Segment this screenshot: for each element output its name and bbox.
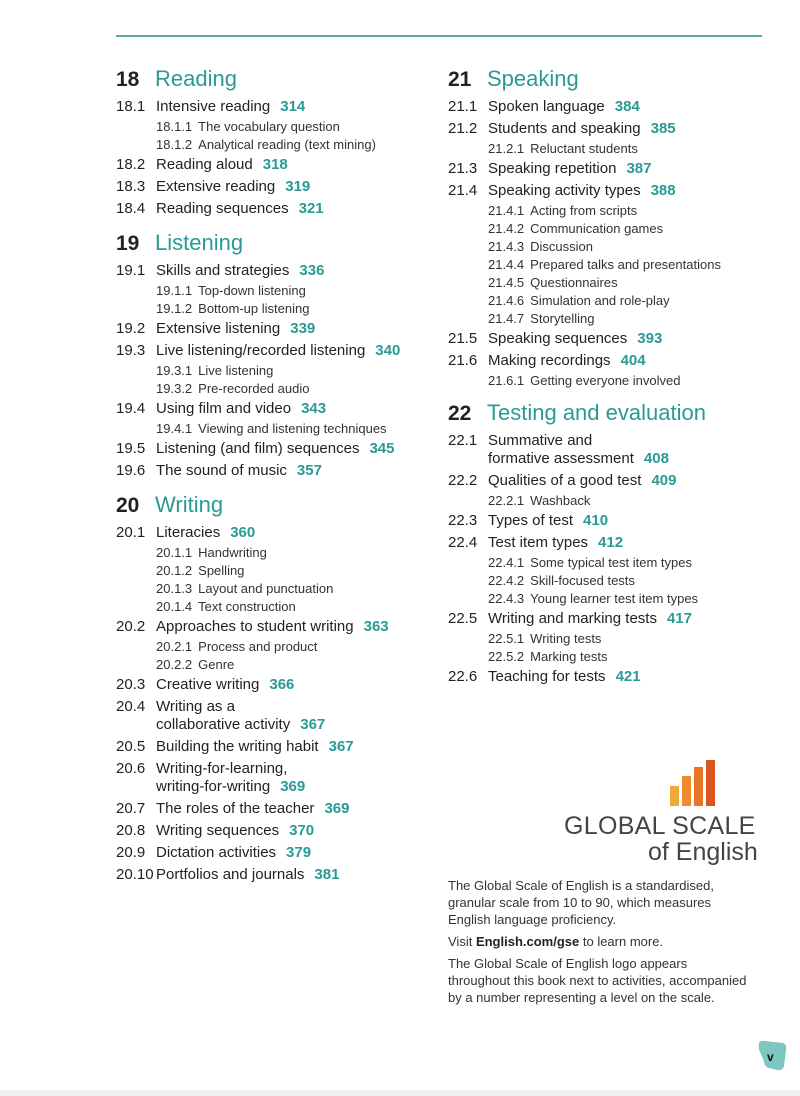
toc-subentry	[116, 638, 436, 656]
subsection-number: 21.4.3	[488, 239, 525, 254]
subsection-label: Communication games	[530, 221, 664, 236]
subsection-label: Skill-focused tests	[530, 573, 635, 588]
section-label-continued: writing-for-writing	[156, 778, 271, 795]
subsection-number: 21.4.7	[488, 311, 525, 326]
subsection-label: Handwriting	[198, 545, 267, 560]
section-label-continued: collaborative activity	[156, 716, 291, 733]
toc-subentry	[116, 580, 436, 598]
subsection-number: 21.4.4	[488, 257, 525, 272]
chapter-gap	[116, 482, 436, 492]
section-page: 360	[230, 524, 256, 541]
section-number: 22.5	[448, 610, 478, 627]
section-number: 19.2	[116, 320, 146, 337]
section-number: 21.2	[448, 120, 478, 137]
section-number: 18.1	[116, 98, 146, 115]
toc-entry	[116, 674, 436, 696]
section-label: Speaking sequences	[488, 330, 628, 347]
toc-entry	[116, 798, 436, 820]
subsection-label: Questionnaires	[530, 275, 618, 290]
toc-subentry	[448, 630, 768, 648]
section-page: 412	[598, 534, 624, 551]
section-label: Creative writing	[156, 676, 260, 693]
section-label: Approaches to student writing	[156, 618, 354, 635]
section-number: 20.5	[116, 738, 146, 755]
section-number: 19.1	[116, 262, 146, 279]
gse-logo-line2: of English	[648, 838, 758, 866]
toc-subentry	[448, 372, 768, 390]
subsection-label: Process and product	[198, 639, 318, 654]
subsection-label: Bottom-up listening	[198, 301, 310, 316]
chapter-number: 22	[448, 402, 472, 425]
subsection-label: Pre-recorded audio	[198, 381, 310, 396]
toc-subentry	[116, 420, 436, 438]
section-label: Students and speaking	[488, 120, 641, 137]
section-page: 345	[369, 440, 395, 457]
subsection-label: Washback	[530, 493, 591, 508]
subsection-label: Analytical reading (text mining)	[198, 137, 376, 152]
toc-subentry	[448, 572, 768, 590]
toc-subentry	[448, 554, 768, 572]
toc-entry	[116, 736, 436, 758]
toc-subentry	[448, 238, 768, 256]
section-number: 19.4	[116, 400, 146, 417]
toc-entry	[116, 96, 436, 118]
subsection-number: 21.4.1	[488, 203, 525, 218]
section-page: 336	[299, 262, 325, 279]
page-number-tab	[757, 1040, 787, 1072]
section-label: Building the writing habit	[156, 738, 319, 755]
section-number: 20.9	[116, 844, 146, 861]
subsection-number: 20.2.2	[156, 657, 193, 672]
subsection-number: 21.2.1	[488, 141, 525, 156]
subsection-number: 18.1.2	[156, 137, 193, 152]
toc-entry	[116, 198, 436, 220]
toc-entry	[448, 158, 768, 180]
toc-left-column	[116, 66, 436, 886]
section-label: Skills and strategies	[156, 262, 290, 279]
section-label: The sound of music	[156, 462, 287, 479]
section-number: 22.4	[448, 534, 478, 551]
section-number: 21.5	[448, 330, 478, 347]
section-number: 19.5	[116, 440, 146, 457]
section-page: 369	[280, 778, 306, 795]
toc-entry	[448, 96, 768, 118]
subsection-number: 19.4.1	[156, 421, 193, 436]
bottom-strip	[0, 1090, 800, 1096]
chapter-heading	[116, 230, 436, 260]
section-label: Intensive reading	[156, 98, 271, 115]
section-label: Making recordings	[488, 352, 611, 369]
section-label: Writing sequences	[156, 822, 280, 839]
section-number: 20.7	[116, 800, 146, 817]
toc-subentry	[116, 300, 436, 318]
toc-entry	[116, 154, 436, 176]
gse-logo	[560, 760, 760, 870]
gse-bars-icon	[670, 760, 720, 810]
subsection-number: 22.5.2	[488, 649, 525, 664]
section-label: Qualities of a good test	[488, 472, 642, 489]
section-number: 22.6	[448, 668, 478, 685]
section-page: 409	[651, 472, 677, 489]
chapter-title: Speaking	[487, 66, 579, 91]
section-number: 20.1	[116, 524, 146, 541]
section-page: 404	[620, 352, 646, 369]
toc-entry	[448, 510, 768, 532]
toc-entry	[116, 260, 436, 282]
toc-entry	[116, 340, 436, 362]
subsection-number: 20.2.1	[156, 639, 193, 654]
toc-subentry	[116, 598, 436, 616]
toc-subentry	[448, 648, 768, 666]
toc-entry	[116, 176, 436, 198]
toc-entry	[448, 532, 768, 554]
toc-subentry	[448, 202, 768, 220]
subsection-label: Live listening	[198, 363, 274, 378]
section-page: 357	[296, 462, 322, 479]
subsection-number: 18.1.1	[156, 119, 193, 134]
section-number: 20.10	[116, 866, 154, 883]
section-page: 314	[280, 98, 306, 115]
subsection-number: 19.3.1	[156, 363, 193, 378]
chapter-number: 21	[448, 68, 472, 91]
section-label: Writing-for-learning,	[156, 760, 288, 777]
subsection-label: Storytelling	[530, 311, 595, 326]
toc-entry	[116, 460, 436, 482]
subsection-number: 19.1.1	[156, 283, 193, 298]
chapter-title: Writing	[155, 492, 224, 517]
section-label: Speaking activity types	[488, 182, 641, 199]
section-label: Listening (and film) sequences	[156, 440, 360, 457]
subsection-label: Viewing and listening techniques	[198, 421, 387, 436]
toc-entry	[116, 318, 436, 340]
subsection-number: 22.4.2	[488, 573, 525, 588]
toc-entry	[116, 820, 436, 842]
subsection-number: 21.4.2	[488, 221, 525, 236]
section-page: 410	[583, 512, 609, 529]
toc-subentry	[116, 136, 436, 154]
toc-entry	[116, 696, 436, 736]
section-number: 21.3	[448, 160, 478, 177]
chapter-heading	[448, 400, 768, 430]
section-page: 339	[290, 320, 316, 337]
subsection-label: Text construction	[198, 599, 296, 614]
gse-logo-note: The Global Scale of English logo appears throughout this book next to activities, accompanied by a number representing a level on the scale.	[448, 956, 747, 1005]
section-page: 367	[300, 716, 326, 733]
section-page: 421	[615, 668, 641, 685]
subsection-label: Young learner test item types	[530, 591, 699, 606]
toc-subentry	[448, 274, 768, 292]
section-label: Reading aloud	[156, 156, 253, 173]
subsection-number: 20.1.3	[156, 581, 193, 596]
toc-entry	[448, 666, 768, 688]
subsection-label: Layout and punctuation	[198, 581, 334, 596]
section-label: Summative and	[488, 432, 593, 449]
section-page: 343	[301, 400, 327, 417]
subsection-label: Discussion	[530, 239, 594, 254]
section-page: 385	[650, 120, 676, 137]
subsection-label: Writing tests	[530, 631, 602, 646]
toc-subentry	[116, 656, 436, 674]
toc-subentry	[116, 362, 436, 380]
subsection-number: 22.5.1	[488, 631, 525, 646]
gse-logo-line1: GLOBAL SCALE	[564, 812, 756, 840]
section-label: Spoken language	[488, 98, 605, 115]
section-page: 393	[637, 330, 663, 347]
section-page: 318	[262, 156, 288, 173]
subsection-label: Top-down listening	[198, 283, 306, 298]
page-number: v	[767, 1050, 774, 1064]
section-number: 22.3	[448, 512, 478, 529]
section-number: 18.4	[116, 200, 146, 217]
subsection-label: Reluctant students	[530, 141, 638, 156]
toc-entry	[448, 328, 768, 350]
toc-subentry	[448, 590, 768, 608]
section-label: Writing and marking tests	[488, 610, 657, 627]
subsection-label: Getting everyone involved	[530, 373, 681, 388]
section-page: 417	[666, 610, 692, 627]
section-page: 321	[298, 200, 324, 217]
section-number: 20.6	[116, 760, 146, 777]
subsection-label: Simulation and role-play	[530, 293, 670, 308]
toc-entry	[116, 438, 436, 460]
section-page: 408	[643, 450, 669, 467]
section-page: 369	[324, 800, 350, 817]
subsection-number: 22.4.3	[488, 591, 525, 606]
chapter-number: 20	[116, 494, 140, 517]
section-label: Extensive listening	[156, 320, 281, 337]
chapter-heading	[116, 66, 436, 96]
section-label-continued: formative assessment	[488, 450, 634, 467]
toc-right-column	[448, 66, 768, 688]
gse-description: The Global Scale of English is a standardised, granular scale from 10 to 90, which measures English language proficiency.	[448, 878, 714, 927]
section-number: 18.2	[116, 156, 146, 173]
section-page: 387	[626, 160, 652, 177]
section-number: 21.4	[448, 182, 478, 199]
chapter-heading	[448, 66, 768, 96]
section-page: 363	[363, 618, 389, 635]
toc-entry	[448, 430, 768, 470]
subsection-label: The vocabulary question	[198, 119, 340, 134]
section-page: 370	[289, 822, 315, 839]
chapter-heading	[116, 492, 436, 522]
section-page: 319	[285, 178, 311, 195]
toc-entry	[116, 616, 436, 638]
subsection-label: Acting from scripts	[530, 203, 638, 218]
section-number: 21.1	[448, 98, 478, 115]
section-label: Teaching for tests	[488, 668, 606, 685]
chapter-gap	[448, 390, 768, 400]
subsection-number: 22.4.1	[488, 555, 525, 570]
subsection-number: 21.6.1	[488, 373, 525, 388]
section-label: Extensive reading	[156, 178, 276, 195]
section-label: The roles of the teacher	[156, 800, 315, 817]
subsection-label: Marking tests	[530, 649, 608, 664]
toc-subentry	[448, 256, 768, 274]
subsection-number: 21.4.6	[488, 293, 525, 308]
subsection-number: 22.2.1	[488, 493, 525, 508]
section-label: Dictation activities	[156, 844, 277, 861]
chapter-title: Listening	[155, 230, 244, 255]
section-page: 366	[269, 676, 295, 693]
section-number: 21.6	[448, 352, 478, 369]
toc-subentry	[448, 220, 768, 238]
toc-subentry	[448, 310, 768, 328]
gse-visit-prefix: Visit	[448, 934, 476, 949]
section-label: Speaking repetition	[488, 160, 617, 177]
toc-subentry	[116, 118, 436, 136]
toc-entry	[116, 842, 436, 864]
subsection-number: 20.1.4	[156, 599, 193, 614]
subsection-number: 20.1.1	[156, 545, 193, 560]
section-number: 20.4	[116, 698, 146, 715]
toc-subentry	[448, 292, 768, 310]
section-page: 367	[328, 738, 354, 755]
toc-entry	[116, 864, 436, 886]
subsection-label: Genre	[198, 657, 235, 672]
section-page: 381	[314, 866, 340, 883]
subsection-number: 21.4.5	[488, 275, 525, 290]
section-label: Using film and video	[156, 400, 292, 417]
section-number: 19.3	[116, 342, 146, 359]
subsection-number: 20.1.2	[156, 563, 193, 578]
toc-subentry	[116, 562, 436, 580]
subsection-number: 19.3.2	[156, 381, 193, 396]
toc-entry	[448, 180, 768, 202]
toc-entry	[448, 470, 768, 492]
section-page: 384	[614, 98, 640, 115]
subsection-label: Prepared talks and presentations	[530, 257, 721, 272]
section-number: 20.2	[116, 618, 146, 635]
section-label: Live listening/recorded listening	[156, 342, 366, 359]
chapter-title: Reading	[155, 66, 237, 91]
section-page: 340	[375, 342, 401, 359]
toc-entry	[448, 608, 768, 630]
gse-visit-text	[448, 933, 748, 950]
toc-entry	[448, 350, 768, 372]
top-rule	[116, 35, 762, 37]
section-number: 20.8	[116, 822, 146, 839]
subsection-number: 19.1.2	[156, 301, 193, 316]
section-number: 18.3	[116, 178, 146, 195]
subsection-label: Some typical test item types	[530, 555, 692, 570]
section-label: Types of test	[488, 512, 574, 529]
toc-entry	[116, 758, 436, 798]
chapter-number: 18	[116, 68, 140, 91]
section-label: Reading sequences	[156, 200, 289, 217]
section-number: 22.2	[448, 472, 478, 489]
section-label: Test item types	[488, 534, 589, 551]
section-number: 19.6	[116, 462, 146, 479]
gse-visit-suffix: to learn more.	[579, 934, 664, 949]
toc-entry	[116, 398, 436, 420]
section-label: Portfolios and journals	[156, 866, 305, 883]
toc-subentry	[116, 544, 436, 562]
toc-subentry	[116, 380, 436, 398]
chapter-number: 19	[116, 232, 140, 255]
section-label: Literacies	[156, 524, 221, 541]
toc-subentry	[448, 140, 768, 158]
toc-entry	[116, 522, 436, 544]
toc-subentry	[116, 282, 436, 300]
section-number: 20.3	[116, 676, 146, 693]
section-number: 22.1	[448, 432, 478, 449]
subsection-label: Spelling	[198, 563, 245, 578]
section-label: Writing as a	[156, 698, 235, 715]
gse-link[interactable]: English.com/gse	[475, 934, 580, 949]
chapter-title: Testing and evaluation	[487, 400, 706, 425]
toc-entry	[448, 118, 768, 140]
section-page: 388	[650, 182, 676, 199]
chapter-gap	[116, 220, 436, 230]
toc-subentry	[448, 492, 768, 510]
section-page: 379	[286, 844, 312, 861]
